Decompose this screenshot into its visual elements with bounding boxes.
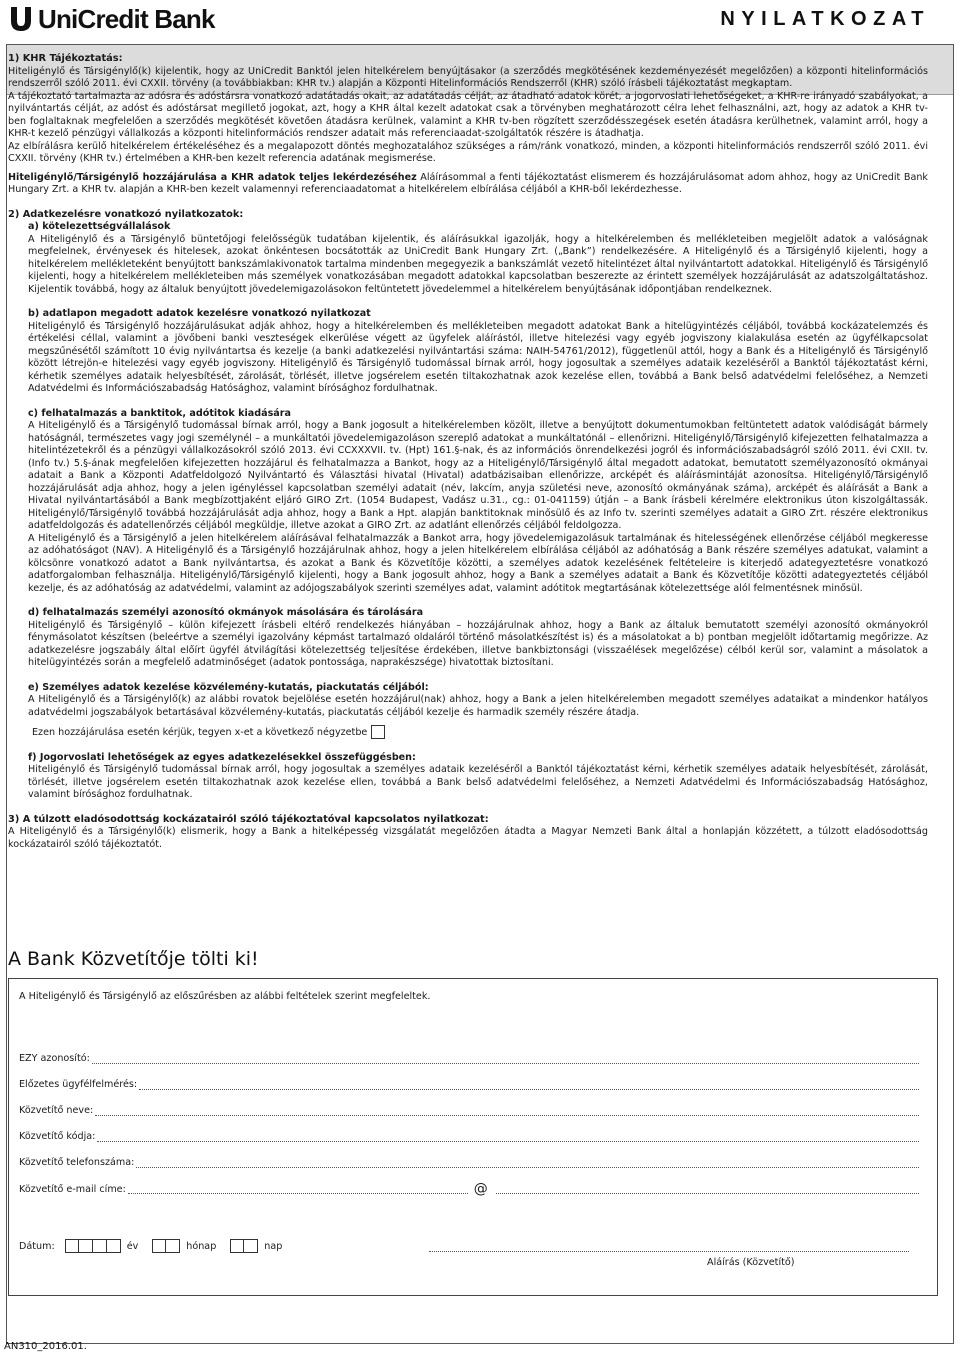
section-2b-text: Hiteligénylő és Társigénylő hozzájárulásukat adják ahhoz, hogy a hitelkérelemben és mellékleteiben megadott adatokat Bank a hitelügyintézés céljából, továbbá kockázatelemzés és értékelési céllal, valamint a jövőbeni banki veszteségek elkerülése végett az ügyfelek aláírástól, illetve hitelezési vagy egyéb jogviszony kialakulása esetén az ügyfélkapcsolat megszűnésétől számított 10 évig nyilvántartsa és kezelje (a banki adatkezelési nyilvántartási száma: NAIH-54761/2012), függetlenül attól, hogy a Bank és a Hiteligénylő és Társigénylő között létrejön-e hitelezési vagy egyéb jogviszony. Hiteligénylő és Társigénylő tudomással bírnak arról, hogy jogosultak a személyes adataik kezeléséről a Banktól tájékoztatást kérni, kérhetik személyes adataik helyesbítését, zárolását, törlését, illetve jogsérelem esetén tiltakozhatnak azok kezelése ellen, továbbá a Bank belső adatvédelmi felelőséhez, a Nemzeti Adatvédelmi és Információszabadság Hatósághoz, valamint bírósághoz fordulhatnak. bbox=[28, 320, 928, 394]
page-header bbox=[0, 0, 960, 42]
form-code: AN310_2016.01. bbox=[4, 1341, 87, 1352]
month-digit-box[interactable] bbox=[152, 1239, 166, 1253]
section-2a-text: A Hiteligénylő és a Társigénylő büntetőjogi felelősségük tudatában kijelentik, és aláírásukkal igazolják, hogy a hitelkérelemben és mellékleteiben megjelölt adatok a valóságnak megfelelnek, érvényesek és hitelesek, azokat önkéntesen bocsátották az UniCredit Bank Hungary Zrt. („Bank”) rendelkezésére. A Hiteligénylő és a Társigénylő kijelenti, hogy a hitelkérelem mellékleteként benyújtott bankszámlakivonatok tartalma mindenben megegyezik a bankszámlát vezető hitelintézet által nyilvántartott adatokkal. Hiteligénylő és Társigénylő kijelenti, hogy a hitelkérelem mellékleteiben más személyek vonatkozásában megadott adatokkal kapcsolatban beszerezte az érintett személyek hozzájárulását az adatszolgáltatáshoz. Kijelentik továbbá, hogy az általuk benyújtott jövedelemigazolásokon feltüntetett jövedelemmel a hitelkérelem benyújtásának időpontjában rendelkeznek. bbox=[28, 233, 928, 295]
client-assessment-label: Előzetes ügyfélfelmérés: bbox=[19, 1079, 138, 1090]
khr-consent-text: Aláírásommal a fenti tájékoztatást elismerem és hozzájárulásomat adom ahhoz, hogy az UniCredit Bank Hungary Zrt. a KHR tv. alapján a KHR-ben kezelt valamennyi referenciaadatomat a hitelkérelem elbírálása céljából a KHR-ből lekérdezhesse. bbox=[8, 171, 928, 195]
bank-intermediary-heading: A Bank Közvetítője tölti ki! bbox=[8, 948, 259, 970]
market-research-consent-row bbox=[28, 725, 928, 740]
day-digit-box[interactable] bbox=[230, 1239, 244, 1253]
declaration-content bbox=[8, 53, 928, 851]
signature-line[interactable] bbox=[429, 1251, 909, 1252]
section-2f-text: Hiteligénylő és Társigénylő tudomással bírnak arról, hogy jogosultak a személyes adataik kezeléséről a Banktól tájékoztatást kérni, kérhetik személyes adataik helyesbítését, zárolását, törlését, illetve jogsérelem esetén tiltakozhatnak azok kezelése ellen, továbbá a Bank belső adatvédelmi felelőséhez, a Nemzeti Adatvédelmi és Információszabadság Hatósághoz, valamint bírósághoz fordulhatnak. bbox=[28, 764, 928, 800]
client-assessment-line[interactable] bbox=[139, 1080, 919, 1090]
section-1-title: 1) KHR Tájékoztatás: bbox=[8, 53, 123, 64]
ezy-id-line[interactable] bbox=[92, 1054, 919, 1064]
intermediary-email-label: Közvetítő e-mail címe: bbox=[19, 1183, 126, 1195]
day-boxes[interactable] bbox=[230, 1239, 258, 1253]
market-research-checkbox[interactable] bbox=[371, 725, 385, 739]
year-label: év bbox=[126, 1240, 139, 1252]
logo-text: UniCredit Bank bbox=[38, 3, 215, 34]
unicredit-logo-icon bbox=[8, 5, 34, 33]
section-2e-text: A Hiteligénylő és a Társigénylő(k) az alábbi rovatok bejelölése esetén hozzájárul(nak) ahhoz, hogy a Bank a jelen hitelkérelemben megadott személyes adataikat a mindenkor hatályos adatvédelmi jogszabályok betartásával közvélemény-kutatás, piackutatás céljából kezelje és harmadik személy részére átadja. bbox=[28, 694, 928, 718]
client-assessment-field[interactable] bbox=[19, 1079, 919, 1090]
date-label: Dátum: bbox=[19, 1240, 55, 1252]
day-digit-box[interactable] bbox=[244, 1239, 258, 1253]
ezy-id-label: EZY azonosító: bbox=[19, 1053, 90, 1064]
month-label: hónap bbox=[186, 1240, 217, 1252]
section-1-paragraph-3: Az elbírálásra kerülő hitelkérelem értékeléséhez és a megalapozott döntés meghozatalához szükséges a rám/ránk vonatkozó, minden, a központi hitelinformációs rendszerről szóló 2011. évi CXXII. törvény (KHR tv.) értelmében a KHR-ben kezelt referencia adatának megismerése. bbox=[8, 140, 928, 164]
section-2c-text-1: A Hiteligénylő és a Társigénylő tudomással bírnak arról, hogy a Bank jogosult a hitelkérelemben közölt, illetve a benyújtott dokumentumokban feltüntetett adatok valódiságát bármely hatóságnál, természetes vagy jogi személynél – a munkáltatói jövedelemigazoláson szereplő adatokat a munkáltatónál – ellenőrizni. Hiteligénylő/Társigénylő kifejezetten felhatalmazza a hitelintézetekről és a pénzügyi vállalkozásokról szóló 2013. évi CCXXXVII. tv. (Hpt) 161.§-nak, és az információs önrendelkezési jogról és információszabadságról szóló 2011. évi CXII. tv. (Info tv.) 5.§-ának megfelelően kifejezetten hozzájárul és felhatalmazza a Bankot, hogy az a Hiteligénylő/Társigénylő által megadott adatokat, bemutatott személyazonosító okmányai adatait a Bank a Központi Adatfeldolgozó Nyilvántartó és Választási hivatal (Hivatal) adatbázisaiban ellenőrizze, arcképét és aláírásmintáját azonosítsa. Hiteligénylő/Társigénylő hozzájárulását adja ahhoz, hogy a jelen igényléssel kapcsolatban személyi adatait (név, lakcím, anyja születési neve, azonosító okmányának száma), arcképét és aláírását a Bank a Hivatal nyilvántartásából a Bank megbízottjaként eljáró GIRO Zrt. (1054 Budapest, Vadász u.31., cg.: 01-041159) útján – a Bank írásbeli kérelmére elektronikus úton kiszolgáltassák. Hiteligénylő/Társigénylő továbbá hozzájárulását adja ahhoz, hogy a Bank a Hpt. alapján banktitoknak minősülő és az Info tv. szerinti személyes adatait a GIRO Zrt. részére elektronikus adatfeldolgozás és adatellenőrzés céljából megküldje, illetve azokat a GIRO Zrt. az adatlánt ellenőrzés céljából feldolgozza. bbox=[28, 420, 928, 531]
unicredit-logo bbox=[8, 4, 215, 34]
khr-consent bbox=[8, 172, 928, 197]
section-2b-title: b) adatlapon megadott adatok kezelésre vonatkozó nyilatkozat bbox=[28, 308, 371, 319]
section-2d-title: d) felhatalmazás személyi azonosító okmányok másolására és tárolására bbox=[28, 607, 424, 618]
section-2e-title: e) Személyes adatok kezelése közvélemény-kutatás, piackutatás céljából: bbox=[28, 681, 429, 693]
month-digit-box[interactable] bbox=[166, 1239, 180, 1253]
intermediary-name-label: Közvetítő neve: bbox=[19, 1105, 94, 1116]
intermediary-phone-label: Közvetítő telefonszáma: bbox=[19, 1157, 135, 1168]
year-boxes[interactable] bbox=[65, 1239, 121, 1253]
year-digit-box[interactable] bbox=[107, 1239, 121, 1253]
year-digit-box[interactable] bbox=[93, 1239, 107, 1253]
intermediary-email-field[interactable] bbox=[19, 1181, 919, 1197]
intermediary-code-label: Közvetítő kódja: bbox=[19, 1131, 96, 1142]
email-user-line[interactable] bbox=[128, 1184, 468, 1194]
intermediary-name-field[interactable] bbox=[19, 1105, 919, 1116]
section-2c-title: c) felhatalmazás a banktitok, adótitok kiadására bbox=[28, 407, 291, 419]
document-title: NYILATKOZAT bbox=[720, 8, 930, 30]
ezy-id-field[interactable] bbox=[19, 1053, 919, 1064]
date-row bbox=[19, 1239, 282, 1253]
intermediary-code-field[interactable] bbox=[19, 1131, 919, 1142]
intermediary-box bbox=[8, 978, 938, 1296]
section-2a-title: a) kötelezettségvállalások bbox=[28, 221, 171, 232]
day-label: nap bbox=[264, 1240, 283, 1252]
at-sign: @ bbox=[473, 1181, 488, 1197]
section-3-text: A Hiteligénylő és a Társigénylő(k) elismerik, hogy a Bank a hitelképesség vizsgálatát megelőzően átadta a Magyar Nemzeti Bank által a honlapján közzétett, a túlzott eladósodottság kockázatairól szóló tájékoztatót. bbox=[8, 826, 928, 850]
intermediary-phone-line[interactable] bbox=[136, 1158, 919, 1168]
intermediary-code-line[interactable] bbox=[97, 1132, 919, 1142]
year-digit-box[interactable] bbox=[79, 1239, 93, 1253]
khr-consent-heading: Hiteligénylő/Társigénylő hozzájárulása a KHR adatok teljes lekérdezéséhez bbox=[8, 171, 417, 183]
signature-label: Aláírás (Közvetítő) bbox=[707, 1257, 795, 1268]
section-3-title: 3) A túlzott eladósodottság kockázatairól szóló tájékoztatóval kapcsolatos nyilatkozat: bbox=[8, 813, 489, 825]
section-2c-text-2: A Hiteligénylő és a Társigénylő a jelen hitelkérelem aláírásával felhatalmazzák a Bankot arra, hogy jövedelemigazolásuk tartalmának és hitelességének ellenőrzése céljából megkeresse az adóhatóságot (NAV). A Hiteligénylő és a Társigénylő hozzájárulnak ahhoz, hogy a jelen hitelkérelem elbírálása céljából az adóhatóság a Bank részére személyes adatukat, valamint a kölcsönre vonatkozó adatot a Bank nyilvántartsa, és azokat a Bank és Közvetítője közötti, a személyes adatok kezelésének feltételeire is kiterjedő adategyeztetésre vonatkozó adatforgalomban felhasználja. Hiteligénylő/Társigénylő kijelenti, hogy a Bank jogosult ahhoz, hogy a Bank a személyes adatait a Bank és Közvetítője közötti adategyeztetés céljából kezelje, és az adóhatóság az adatvédelmi, valamint az adójogszabályok szerinti személyes adat, valamint adótitok megtartásának kötelezettsége alól felmentésnek minősül. bbox=[28, 532, 928, 594]
section-2f-title: f) Jogorvoslati lehetőségek az egyes adatkezelésekkel összefüggésben: bbox=[28, 751, 416, 763]
month-boxes[interactable] bbox=[152, 1239, 180, 1253]
email-domain-line[interactable] bbox=[496, 1184, 919, 1194]
year-digit-box[interactable] bbox=[65, 1239, 79, 1253]
section-2d-text: Hiteligénylő és Társigénylő – külön kifejezett írásbeli eltérő rendelkezés hiányában – hozzájárulnak ahhoz, hogy a Bank az általuk bemutatott személyi azonosító okmányokról fénymásolatot készítsen (beleértve a személyi igazolvány képmást tartalmazó oldaláról történő másolatkészítést is) és a másolatokat a b) pontban megjelölt időtartamig megőrizze. Az adatkezelésre jogszabály által előírt ügyfél átvilágítási kötelezettség teljesítése érdekében, illetve bankbiztonsági (visszaélések megelőzése) célból kerül sor, valamint a másolatok a hitelügyintézés során a megfelelő adatminőséget (adatok pontossága, naprakészsége) hivatottak biztosítani. bbox=[28, 619, 928, 668]
section-2-title: 2) Adatkezelésre vonatkozó nyilatkozatok: bbox=[8, 208, 244, 220]
market-research-consent-label: Ezen hozzájárulása esetén kérjük, tegyen x-et a következő négyzetbe bbox=[32, 727, 368, 738]
intermediary-phone-field[interactable] bbox=[19, 1157, 919, 1168]
intermediary-intro: A Hiteligénylő és Társigénylő az előszűrésben az alábbi feltételek szerint megfeleltek. bbox=[19, 991, 431, 1002]
intermediary-name-line[interactable] bbox=[95, 1106, 919, 1116]
section-1-paragraph-2: A tájékoztató tartalmazta az adósra és adóstársra vonatkozó adatátadás okait, az adatátadás célját, az átadható adatok körét, a jogorvoslati lehetőségeket, a KHR-re irányadó szabályokat, a nyilvántartás célját, az adóst és adóstársat megillető jogokat, azt, hogy a KHR által kezelt adatokat csak a törvényben meghatározott célra lehet felhasználni, azt, hogy az adatok a KHR tv-ben foglaltaknak megfelelően a szerződés megkötését követően átadásra kerülnek, valamint a KHR tv-ben rögzített szerződésszegések esetén átadásra kerülhetnek, valamint arról, hogy a KHR-t kezelő pénzügyi vállalkozás a központi hitelinformációs rendszer adatait más referenciaadat-szolgáltatók részére is átadhatja. bbox=[8, 90, 928, 139]
section-1-paragraph-1: Hiteligénylő és Társigénylő(k) kijelentik, hogy az UniCredit Banktól jelen hitelkérelem benyújtásakor (a szerződés megkötésének kezdeményezését megelőzően) a központi hitelinformációs rendszerről szóló 2011. évi CXXII. törvény (a továbbiakban: KHR tv.) alapján a Központi Hitelinformációs Rendszerről (KHR) szóló írásbeli tájékoztatást megkaptam. bbox=[8, 65, 928, 89]
